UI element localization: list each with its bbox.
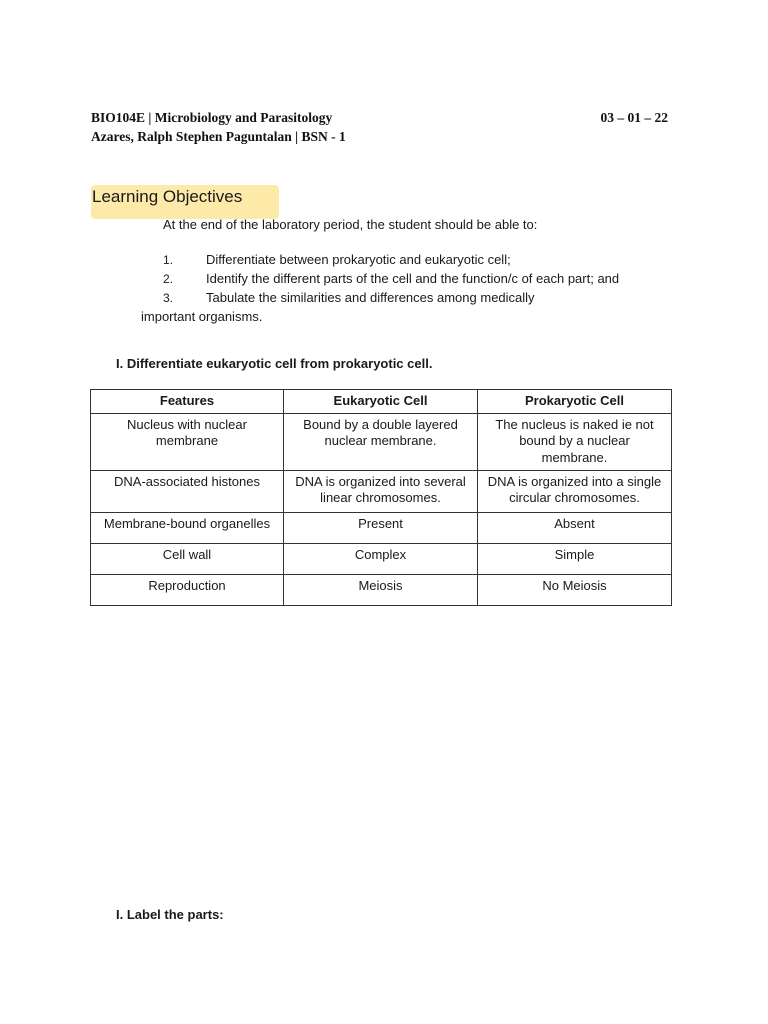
student-name: Azares, Ralph Stephen Paguntalan | BSN - 1: [91, 129, 346, 144]
section-title: I. Differentiate eukaryotic cell from prokaryotic cell.: [116, 356, 433, 371]
column-header: Eukaryotic Cell: [284, 390, 478, 414]
table-row: [91, 543, 672, 574]
table-cell: No Meiosis: [478, 574, 672, 605]
table-row: [91, 574, 672, 605]
section-title: I. Label the parts:: [116, 907, 224, 922]
document-date: 03 – 01 – 22: [600, 110, 668, 125]
learning-objectives-intro: At the end of the laboratory period, the student should be able to:: [163, 217, 538, 232]
objective-text: Differentiate between prokaryotic and eukaryotic cell;: [206, 252, 511, 267]
table-row: [91, 413, 672, 470]
table-cell: Bound by a double layered nuclear membrane.: [284, 413, 478, 470]
table-cell: Membrane-bound organelles: [91, 512, 284, 543]
column-header: Features: [91, 390, 284, 414]
table-row: [91, 512, 672, 543]
table-header-row: [91, 390, 672, 414]
table-cell: DNA is organized into a single circular chromosomes.: [478, 470, 672, 512]
objective-number: 3.: [163, 291, 174, 305]
table-cell: Complex: [284, 543, 478, 574]
table-cell: Nucleus with nuclear membrane: [91, 413, 284, 470]
table-cell: Absent: [478, 512, 672, 543]
table-cell: Present: [284, 512, 478, 543]
table-cell: Simple: [478, 543, 672, 574]
objective-number: 1.: [163, 253, 174, 267]
table-cell: DNA is organized into several linear chromosomes.: [284, 470, 478, 512]
objective-text: Identify the different parts of the cell and the function/c of each part; and: [206, 271, 620, 286]
objective-text: Tabulate the similarities and differences among medically: [206, 290, 535, 305]
table-cell: The nucleus is naked ie not bound by a nuclear membrane.: [478, 413, 672, 470]
learning-objectives-heading: Learning Objectives: [91, 185, 279, 219]
table-cell: Cell wall: [91, 543, 284, 574]
table-cell: Reproduction: [91, 574, 284, 605]
column-header: Prokaryotic Cell: [478, 390, 672, 414]
course-title: BIO104E | Microbiology and Parasitology: [91, 110, 333, 125]
table-cell: DNA-associated histones: [91, 470, 284, 512]
objective-text-continuation: important organisms.: [141, 309, 263, 324]
objective-number: 2.: [163, 272, 174, 286]
comparison-table: [90, 389, 672, 606]
table-row: [91, 470, 672, 512]
table-cell: Meiosis: [284, 574, 478, 605]
